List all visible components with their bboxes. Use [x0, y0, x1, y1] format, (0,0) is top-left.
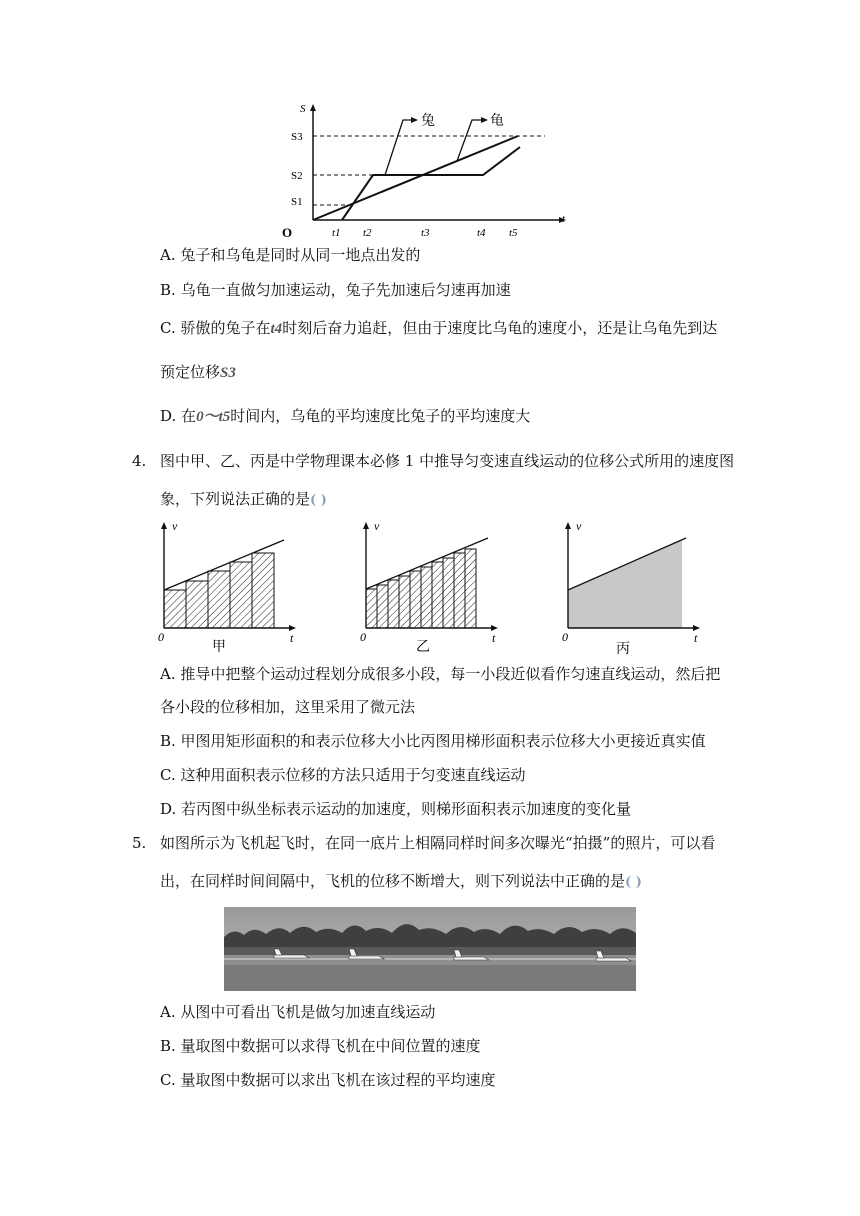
q4-option-a: A. 推导中把整个运动过程划分成很多小段，每一小段近似看作匀速直线运动，然后把	[160, 665, 721, 683]
var-t4: t4	[270, 321, 283, 337]
graph-yi-o: 0	[360, 630, 366, 644]
option-text: 乌龟一直做匀加速运动，兔子先加速后匀速再加速	[180, 281, 511, 299]
graph-jia-t: t	[290, 631, 294, 645]
graph-jia-caption: 甲	[212, 640, 226, 655]
answer-paren: ( )	[310, 493, 327, 508]
q4-option-a-cont: 各小段的位移相加，这里采用了微元法	[160, 698, 416, 716]
airplane-multi-exposure-photo	[224, 907, 636, 991]
t2-label: t2	[363, 227, 372, 239]
q5-stem-line2	[160, 871, 642, 893]
q5-option-a: A. 从图中可看出飞机是做匀加速直线运动	[160, 1003, 436, 1021]
graph-yi-caption: 乙	[416, 640, 430, 655]
option-letter: D.	[160, 407, 177, 425]
graph-yi-v: v	[374, 519, 380, 533]
graph-bing	[556, 518, 706, 658]
axis-t-label: t	[562, 213, 566, 225]
axis-s-label: S	[300, 103, 306, 115]
turtle-line	[313, 136, 518, 220]
option-text: 兔子和乌龟是同时从同一地点出发的	[180, 246, 421, 264]
q5-option-b: B. 量取图中数据可以求得飞机在中间位置的速度	[160, 1037, 481, 1055]
q4-number: 4.	[132, 452, 147, 470]
q5-stem-line1: 如图所示为飞机起飞时，在同一底片上相隔同样时间多次曝光“拍摄”的照片，可以看	[160, 834, 716, 852]
answer-paren: ( )	[625, 875, 642, 890]
option-letter: C.	[160, 319, 176, 337]
option-text: 时间内，乌龟的平均速度比兔子的平均速度大	[230, 407, 531, 425]
graph-bing-o: 0	[562, 630, 568, 644]
st-graph	[280, 98, 580, 244]
stem-text: 象，下列说法正确的是	[160, 490, 311, 508]
t4-label: t4	[477, 227, 486, 239]
graph-yi-t: t	[492, 631, 496, 645]
q4-stem-line1: 图中甲、乙、丙是中学物理课本必修 1 中推导匀变速直线运动的位移公式所用的速度图	[160, 452, 735, 470]
q3-option-b	[160, 280, 511, 300]
t5-label: t5	[509, 227, 518, 239]
q5-option-c: C. 量取图中数据可以求出飞机在该过程的平均速度	[160, 1071, 496, 1089]
q4-option-c: C. 这种用面积表示位移的方法只适用于匀变速直线运动	[160, 766, 526, 784]
origin-label: O	[282, 225, 293, 240]
stem-text: 出，在同样时间间隔中，飞机的位移不断增大，则下列说法中正确的是	[160, 872, 626, 890]
q3-option-c-cont	[160, 362, 236, 383]
graph-yi	[354, 518, 504, 658]
rabbit-label: 兔	[421, 114, 435, 129]
q4-option-b: B. 甲图用矩形面积的和表示位移大小比丙图用梯形面积表示位移大小更接近真实值	[160, 732, 706, 750]
rabbit-line	[342, 147, 520, 220]
turtle-label: 龟	[490, 114, 504, 129]
var-s3: S3	[220, 365, 236, 381]
s2-label: S2	[291, 170, 303, 182]
q4-stem-line2	[160, 489, 327, 511]
s3-label: S3	[291, 131, 303, 143]
q3-option-d	[160, 406, 530, 427]
t3-label: t3	[421, 227, 430, 239]
option-text: 预定位移	[160, 363, 221, 381]
var-range: 0～t5	[196, 409, 231, 425]
option-letter: A.	[160, 246, 176, 264]
graph-jia	[152, 518, 302, 658]
option-letter: B.	[160, 281, 176, 299]
option-text: 时刻后奋力追赶，但由于速度比乌龟的速度小，还是让乌龟先到达	[282, 319, 718, 337]
option-text: 在	[181, 407, 197, 425]
q3-option-c	[160, 318, 717, 339]
q3-option-a	[160, 245, 420, 265]
graph-bing-caption: 丙	[616, 642, 630, 657]
graph-jia-o: 0	[158, 630, 164, 644]
q4-option-d: D. 若丙图中纵坐标表示运动的加速度，则梯形面积表示加速度的变化量	[160, 800, 632, 818]
graph-bing-v: v	[576, 519, 582, 533]
graph-bing-t: t	[694, 631, 698, 645]
option-text: 骄傲的兔子在	[180, 319, 271, 337]
t1-label: t1	[332, 227, 341, 239]
s1-label: S1	[291, 196, 303, 208]
graph-jia-v: v	[172, 519, 178, 533]
q5-number: 5.	[132, 834, 147, 852]
